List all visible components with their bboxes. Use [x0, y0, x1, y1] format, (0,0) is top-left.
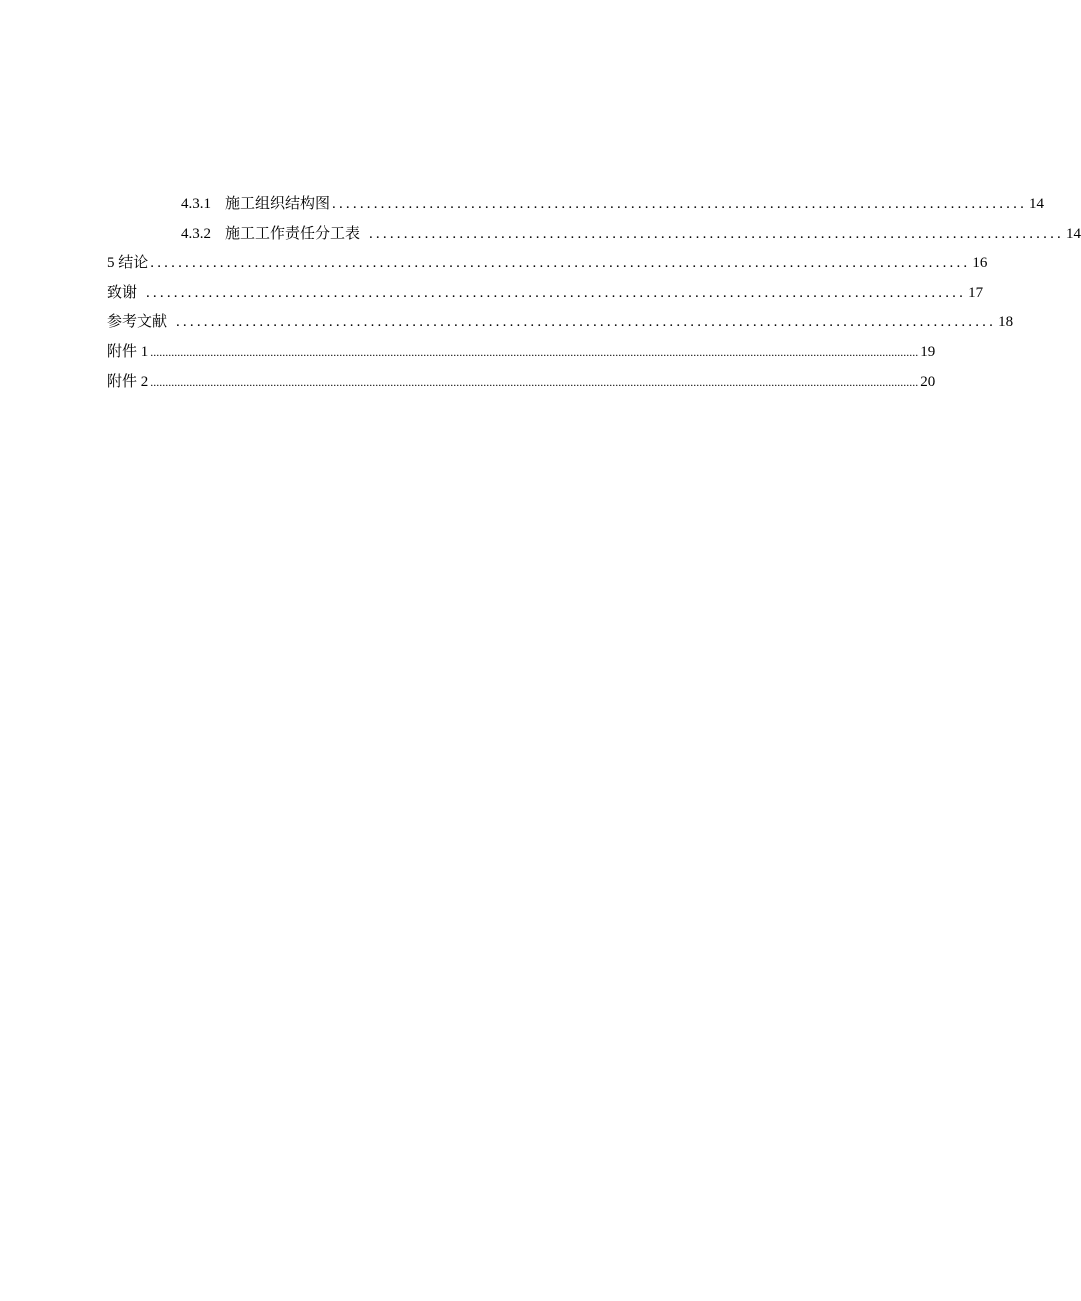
- toc-entry-title: 参考文献: [107, 314, 168, 331]
- toc-entry-appendix-1[interactable]: [107, 340, 936, 370]
- toc-entry-references[interactable]: [107, 310, 1014, 340]
- toc-dot-leader: ......................................................................................................................: [139, 284, 967, 301]
- toc-dot-leader: ................................................................................................................................................................................................................................................................: [150, 374, 919, 389]
- toc-entry-appendix-2[interactable]: [107, 370, 936, 400]
- toc-dot-leader: ......................................................................................................................: [169, 314, 997, 331]
- toc-entry-page: 17: [968, 284, 984, 301]
- toc-entry-page: 18: [998, 314, 1014, 331]
- toc-dot-leader: ................................................................................................................................................................................................................................................................: [150, 344, 919, 359]
- toc-entry-4-3-1[interactable]: [107, 192, 1045, 222]
- toc-entry-page: 14: [1065, 225, 1081, 242]
- toc-dot-leader: ....................................................................................................: [362, 225, 1064, 242]
- toc-entry-page: 16: [972, 255, 988, 272]
- toc-entry-number: 4.3.2: [181, 225, 211, 242]
- toc-dot-leader: ....................................................................................................: [332, 196, 1028, 212]
- toc-entry-number: 4.3.1: [181, 196, 211, 212]
- toc-entry-4-3-2[interactable]: [107, 222, 1081, 252]
- toc-entry-title: 附件 1: [107, 343, 149, 360]
- toc-entry-page: 19: [920, 343, 936, 360]
- toc-entry-page: 14: [1029, 196, 1045, 212]
- table-of-contents: [107, 192, 1081, 399]
- toc-entry-acknowledgements[interactable]: [107, 281, 984, 311]
- toc-entry-conclusion[interactable]: [107, 251, 988, 281]
- toc-entry-title: 附件 2: [107, 373, 149, 390]
- toc-entry-title: 5 结论: [107, 255, 149, 272]
- toc-entry-page: 20: [920, 373, 936, 390]
- toc-dot-leader: ......................................................................................................................: [150, 255, 971, 272]
- toc-entry-title: 致谢: [107, 284, 138, 301]
- toc-entry-title: 施工组织结构图: [225, 196, 331, 212]
- toc-entry-title: 施工工作责任分工表: [225, 225, 361, 242]
